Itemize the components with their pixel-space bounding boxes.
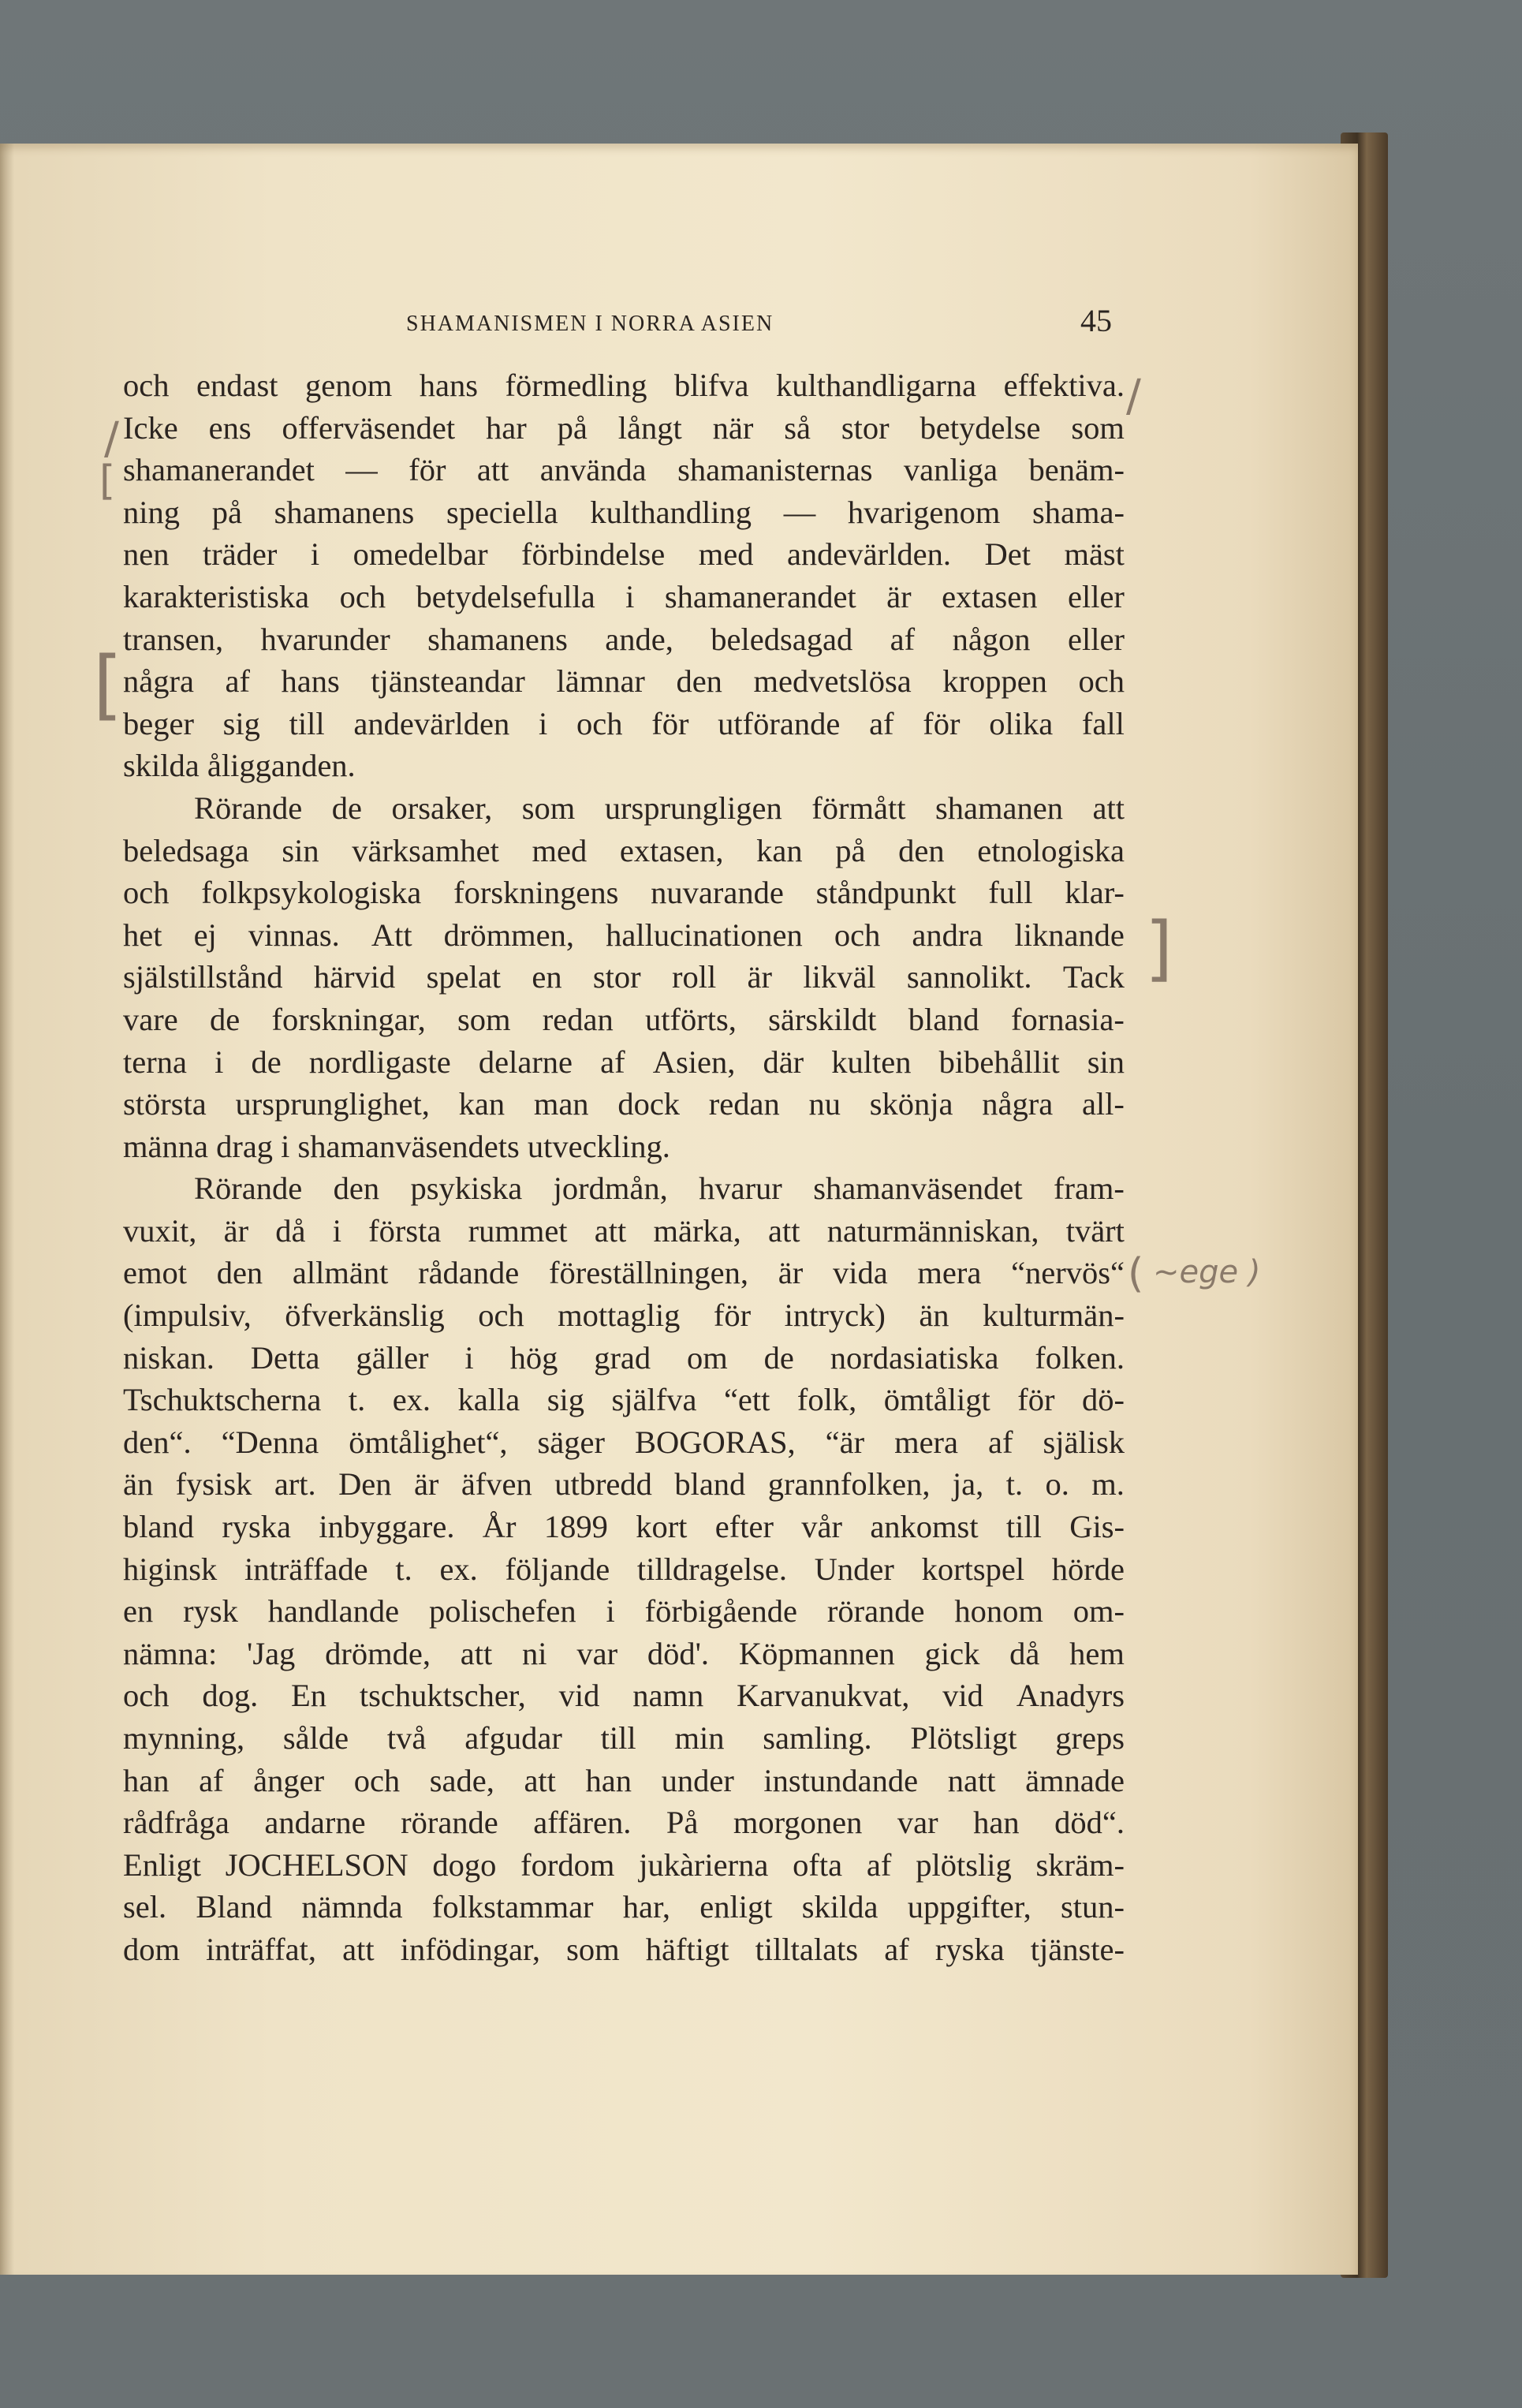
text-line: Enligt JOCHELSON dogo fordom jukàrierna ofta af plötslig skräm- [123, 1846, 1125, 1883]
paragraph-2 [123, 787, 1125, 1167]
text-line: och folkpsykologiska forskningens nuvarande ståndpunkt full klar- [123, 875, 1125, 911]
text-line: ning på shamanens speciella kulthandling — hvarigenom shama- [123, 494, 1125, 530]
text-line: emot den allmänt rådande föreställningen, är vida mera “nervös“ [123, 1255, 1125, 1291]
text-line: själstillstånd härvid spelat en stor roll är likväl sannolikt. Tack [123, 959, 1125, 995]
margin-mark-paren: ( [1128, 1250, 1144, 1297]
margin-mark-bracket-upper: [ [99, 457, 116, 505]
text-line: männa drag i shamanväsendets utveckling. [123, 1128, 670, 1164]
text-line: (impulsiv, öfverkänslig och mottaglig för intryck) än kulturmän- [123, 1297, 1125, 1334]
text-line: en rysk handlande polischefen i förbigående rörande honom om- [123, 1593, 1125, 1630]
text-line: bland ryska inbyggare. År 1899 kort efter vår ankomst till Gis- [123, 1509, 1125, 1545]
text-line: Tschuktscherna t. ex. kalla sig själfva “ett folk, ömtåligt för dö- [123, 1382, 1125, 1418]
text-line: några af hans tjänsteandar lämnar den medvetslösa kroppen och [123, 663, 1125, 700]
paragraph-1 [123, 364, 1125, 787]
text-line: dom inträffat, att infödingar, som häftigt tilltalats af ryska tjänste- [123, 1931, 1125, 1967]
text-line: han af ånger och sade, att han under instundande natt ämnade [123, 1762, 1125, 1798]
text-line: Icke ens offerväsendet har på långt när så stor betydelse som [123, 409, 1125, 446]
text-line: transen, hvarunder shamanens ande, beledsagad af någon eller [123, 621, 1125, 657]
text-line: shamanerandet — för att använda shamanisternas vanliga benäm- [123, 452, 1125, 488]
text-line: den“. “Denna ömtålighet“, säger BOGORAS, “är mera af själisk [123, 1424, 1125, 1460]
margin-mark-slash-top: / [1126, 371, 1141, 422]
text-line: sel. Bland nämnda folkstammar har, enligt skilda uppgifter, stun- [123, 1889, 1125, 1925]
page-number: 45 [1080, 303, 1112, 338]
body-text [123, 364, 1125, 1971]
paragraph-3 [123, 1167, 1125, 1970]
text-line: karakteristiska och betydelsefulla i shamanerandet är extasen eller [123, 578, 1125, 614]
text-line: skilda åligganden. [123, 748, 356, 784]
text-line: och endast genom hans förmedling blifva kulthandligarna effektiva. [123, 368, 1125, 403]
text-line: beger sig till andevärlden i och för utförande af för olika fall [123, 705, 1125, 741]
text-line: Rörande den psykiska jordmån, hvarur shamanväsendet fram- [194, 1170, 1125, 1207]
text-line: higinsk inträffade t. ex. följande tilldragelse. Under kortspel hörde [123, 1551, 1125, 1587]
text-line: rådfråga andarne rörande affären. På morgonen var han död“. [123, 1805, 1125, 1841]
margin-mark-bracket-right: ] [1145, 907, 1173, 990]
text-line: och dog. En tschuktscher, vid namn Karvanukvat, vid Anadyrs [123, 1678, 1125, 1714]
page-gutter-shadow [0, 144, 14, 2275]
text-line: het ej vinnas. Att drömmen, hallucinationen och andra liknande [123, 917, 1125, 953]
text-line: nämna: 'Jag drömde, att ni var död'. Köpmannen gick då hem [123, 1635, 1125, 1671]
text-line: terna i de nordligaste delarne af Asien, där kulten bibehållit sin [123, 1043, 1125, 1080]
margin-mark-slash-left: / [104, 413, 119, 465]
text-line: vare de forskningar, som redan utförts, särskildt bland fornasia- [123, 1001, 1125, 1037]
text-line: beledsaga sin värksamhet med extasen, kan på den etnologiska [123, 832, 1125, 868]
text-line: vuxit, är då i första rummet att märka, att naturmänniskan, tvärt [123, 1212, 1125, 1249]
margin-note-handwritten: ~ege ) [1153, 1254, 1261, 1290]
text-line: mynning, sålde två afgudar till min samling. Plötsligt greps [123, 1720, 1125, 1756]
text-line: niskan. Detta gäller i hög grad om de nordasiatiska folken. [123, 1339, 1125, 1376]
text-line: Rörande de orsaker, som ursprungligen förmått shamanen att [194, 790, 1125, 826]
text-line: än fysisk art. Den är äfven utbredd bland grannfolken, ja, t. o. m. [123, 1466, 1125, 1503]
text-line: nen träder i omedelbar förbindelse med andevärlden. Det mäst [123, 536, 1125, 573]
text-line: största ursprunglighet, kan man dock redan nu skönja några all- [123, 1086, 1125, 1122]
running-head: SHAMANISMEN I NORRA ASIEN [406, 312, 774, 336]
margin-mark-bracket-lower: [ [93, 640, 123, 729]
